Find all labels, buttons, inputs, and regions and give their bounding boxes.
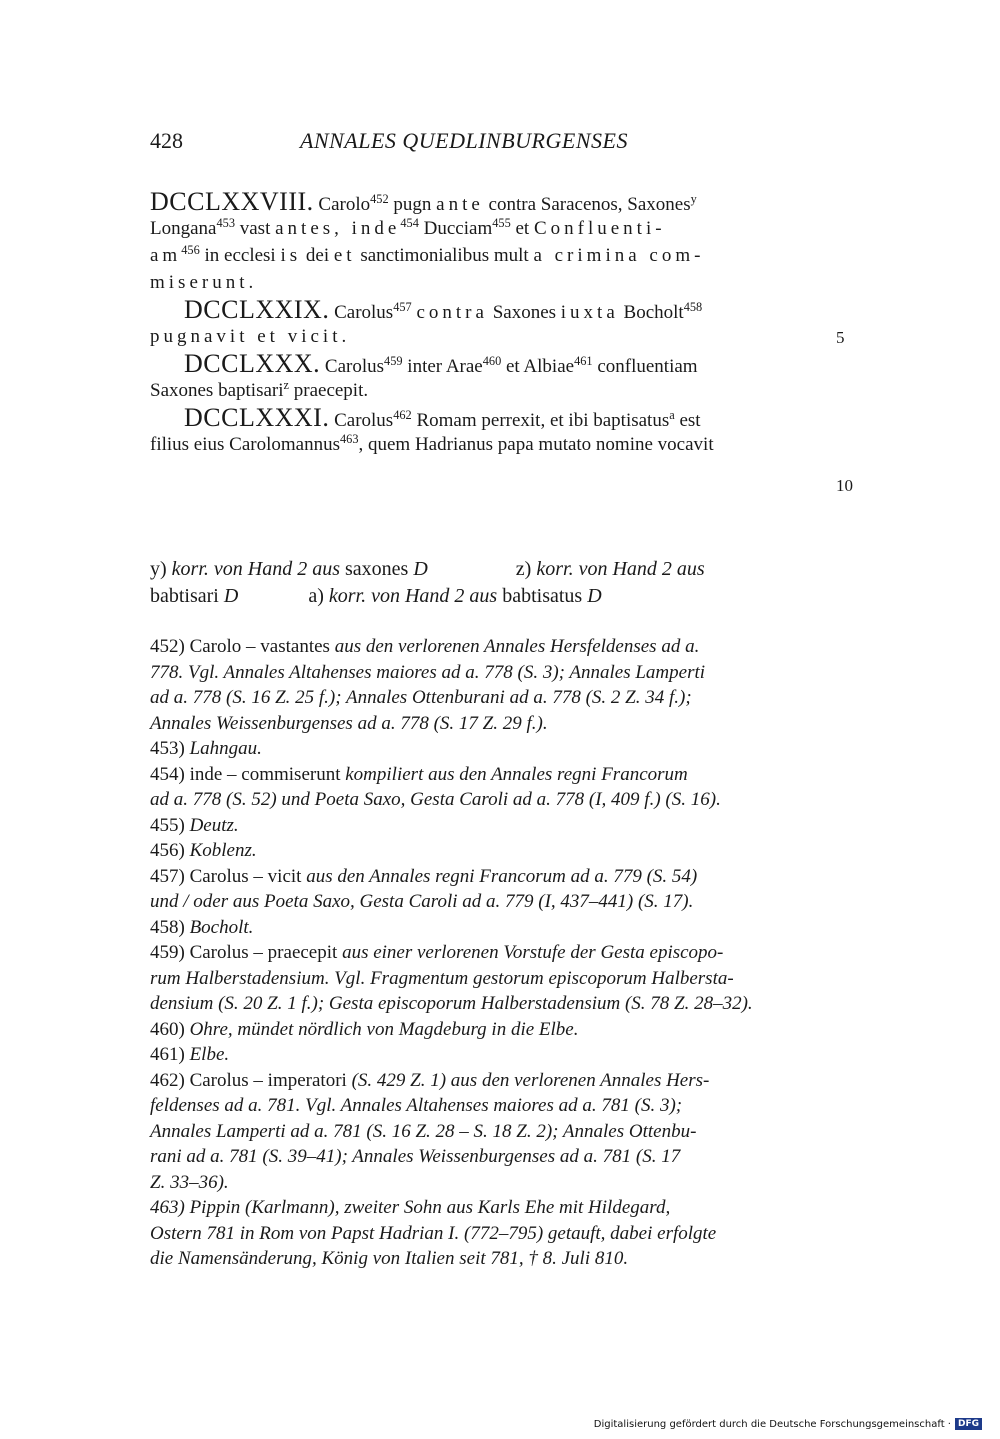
- year-heading: DCCLXXVIII.: [150, 187, 314, 216]
- footnote-455: 455) Deutz.: [150, 814, 239, 836]
- funding-credit-text: Digitalisierung gefördert durch die Deutsche Forschungsgemeinschaft ·: [593, 1418, 951, 1430]
- note-ref: 453: [216, 216, 235, 231]
- text-line: DCCLXXXI. Carolus$^{462}$ Romam perrexit, et ibi baptisatus$^a$ est: [184, 403, 701, 432]
- apparatus-ref: a: [669, 408, 675, 423]
- footnote-462: 462) Carolus – imperatori (S. 429 Z. 1) aus den verlorenen Annales Hers-: [150, 1069, 710, 1091]
- footnote-452: 452) Carolo – vastantes aus den verlorenen Annales Hersfeldenses ad a.: [150, 636, 700, 657]
- text-line: filius eius Carolomannus$^{463}$, quem Hadrianus papa mutato nomine vocavit: [150, 432, 714, 455]
- text-line: DCCLXXIX. Carolus$^{457}$ contra Saxones iuxta Bocholt$^{458}$: [184, 295, 703, 324]
- footnote-460: 460) Ohre, mündet nördlich von Magdeburg in die Elbe.: [150, 1018, 579, 1040]
- year-heading: DCCLXXIX.: [184, 295, 330, 324]
- apparatus-ref: y: [690, 192, 697, 207]
- text-line: DCCLXXVIII. Carolo$^{452}$ pugn ante contra Saracenos, Saxones$^y$: [150, 187, 697, 216]
- footnotes: 452) Carolo – vastantes aus den verlorenen Annales Hersfeldenses ad a. 778. Vgl. Annales Altahenses maiores ad a. 778 (S. 3); Annales Lamperti ad a. 778 (S. 16 Z. 25 f.); Annales Ottenburani ad a. 778 (S. 2 Z. 34 f.); Annales Weissenburgenses ad a. 778 (S. 17 Z. 29 f.). 453) Lahngau. 454) inde – commiserunt kompiliert aus den Annales regni Francorum ad a. 778 (S. 52) und Poeta Saxo, Gesta Caroli ad a. 778 (I, 409 f.) (S. 16). 455) Deutz. 456) Koblenz. 457) Carolus – vicit aus den Annales regni Francorum ad a. 779 (S. 54) und / oder aus Poeta Saxo, Gesta Caroli ad a. 779 (I, 437–441) (S. 17). 458) Bocholt. 459) Carolus – praecepit aus einer verlorenen Vorstufe der Gesta episcopo- rum Halberstadensium. Vgl. Fragmentum gestorum episcoporum Halbersta- densium (S. 20 Z. 1 f.); Gesta episcoporum Halberstadensium (S. 78 Z. 28–32). 460) Ohre, mündet nördlich von Magdeburg in die Elbe. 461) Elbe. 462) Carolus – imperatori (S. 429 Z. 1) aus den verlorenen Annales Hers- feldenses ad a. 781. Vgl. Annales Altahenses maiores ad a. 781 (S. 3); Annales Lamperti ad a. 781 (S. 16 Z. 28 – S. 18 Z. 2); Annales Ottenbu- rani ad a. 781 (S. 39–41); Annales Weissenburgenses ad a. 781 (S. 17 Z. 33–36). 463) Pippin (Karlmann), zweiter Sohn aus Karls Ehe mit Hildegard, Ostern 781 in Rom von Papst Hadrian I. (772–795) getauft, dabei erfolgte die Namensänderung, König von Italien seit 781, † 8. Juli 810.: [150, 634, 795, 1272]
- note-ref: 452: [370, 192, 389, 207]
- text-line: Saxones baptisari$^z$ praecepit.: [150, 378, 369, 401]
- year-heading: DCCLXXX.: [184, 349, 321, 378]
- footnote-456: 456) Koblenz.: [150, 840, 257, 861]
- note-ref: 461: [574, 354, 593, 369]
- dfg-logo: DFG: [955, 1418, 982, 1430]
- apparatus-entry-z: z) korr. von Hand 2 aus: [515, 558, 705, 580]
- note-ref: 463: [339, 432, 359, 447]
- footnote-457: 457) Carolus – vicit aus den Annales regni Francorum ad a. 779 (S. 54): [150, 865, 698, 887]
- apparatus-entry-y: y) korr. von Hand 2 aus saxones D: [150, 558, 428, 580]
- year-heading: DCCLXXXI.: [184, 403, 330, 432]
- apparatus-entry-a: a) korr. von Hand 2 aus babtisatus D: [308, 585, 602, 607]
- footnote-463: 463) Pippin (Karlmann), zweiter Sohn aus Karls Ehe mit Hildegard,: [150, 1197, 671, 1218]
- text-line: miserunt.: [150, 272, 258, 293]
- running-title: ANNALES QUEDLINBURGENSES: [300, 128, 628, 153]
- footnote-459: 459) Carolus – praecepit aus einer verlorenen Vorstufe der Gesta episcopo-: [150, 942, 724, 963]
- text-line: pugnavit et vicit.: [150, 326, 351, 347]
- footnote-461: 461) Elbe.: [150, 1044, 230, 1065]
- text-line: Longana$^{453}$ vast antes, inde$^{454}$ Ducciam$^{455}$ et Confluenti-: [150, 216, 666, 239]
- funding-credit: [594, 1418, 982, 1430]
- annal-text: [150, 188, 790, 458]
- footnote-458: 458) Bocholt.: [150, 916, 254, 938]
- text-line: $am^{456}$ in ecclesi is dei et sanctimonialibus mult a crimina com-: [150, 243, 705, 266]
- page-number: 428: [150, 128, 183, 153]
- note-ref: 456: [181, 243, 200, 258]
- text-line: DCCLXXX. Carolus$^{459}$ inter Arae$^{460}$ et Albiae$^{461}$ confluentiam: [184, 349, 698, 378]
- note-ref: 460: [482, 354, 502, 369]
- line-number: 10: [836, 476, 853, 495]
- line-number: 5: [836, 328, 845, 347]
- apparatus-ref: z: [283, 378, 289, 393]
- footnote-453: 453) Lahngau.: [150, 738, 262, 759]
- note-ref: 462: [393, 408, 412, 423]
- footnote-454: 454) inde – commiserunt kompiliert aus den Annales regni Francorum: [150, 763, 688, 785]
- note-ref: 458: [683, 300, 703, 315]
- critical-apparatus: y) korr. von Hand 2 aus saxones D z) korr. von Hand 2 aus babtisari D a) korr. von Hand 2 aus babtisatus D: [150, 558, 705, 607]
- note-ref: 459: [384, 354, 403, 369]
- note-ref: 457: [393, 300, 412, 315]
- note-ref: 454: [400, 216, 419, 231]
- note-ref: 455: [492, 216, 511, 231]
